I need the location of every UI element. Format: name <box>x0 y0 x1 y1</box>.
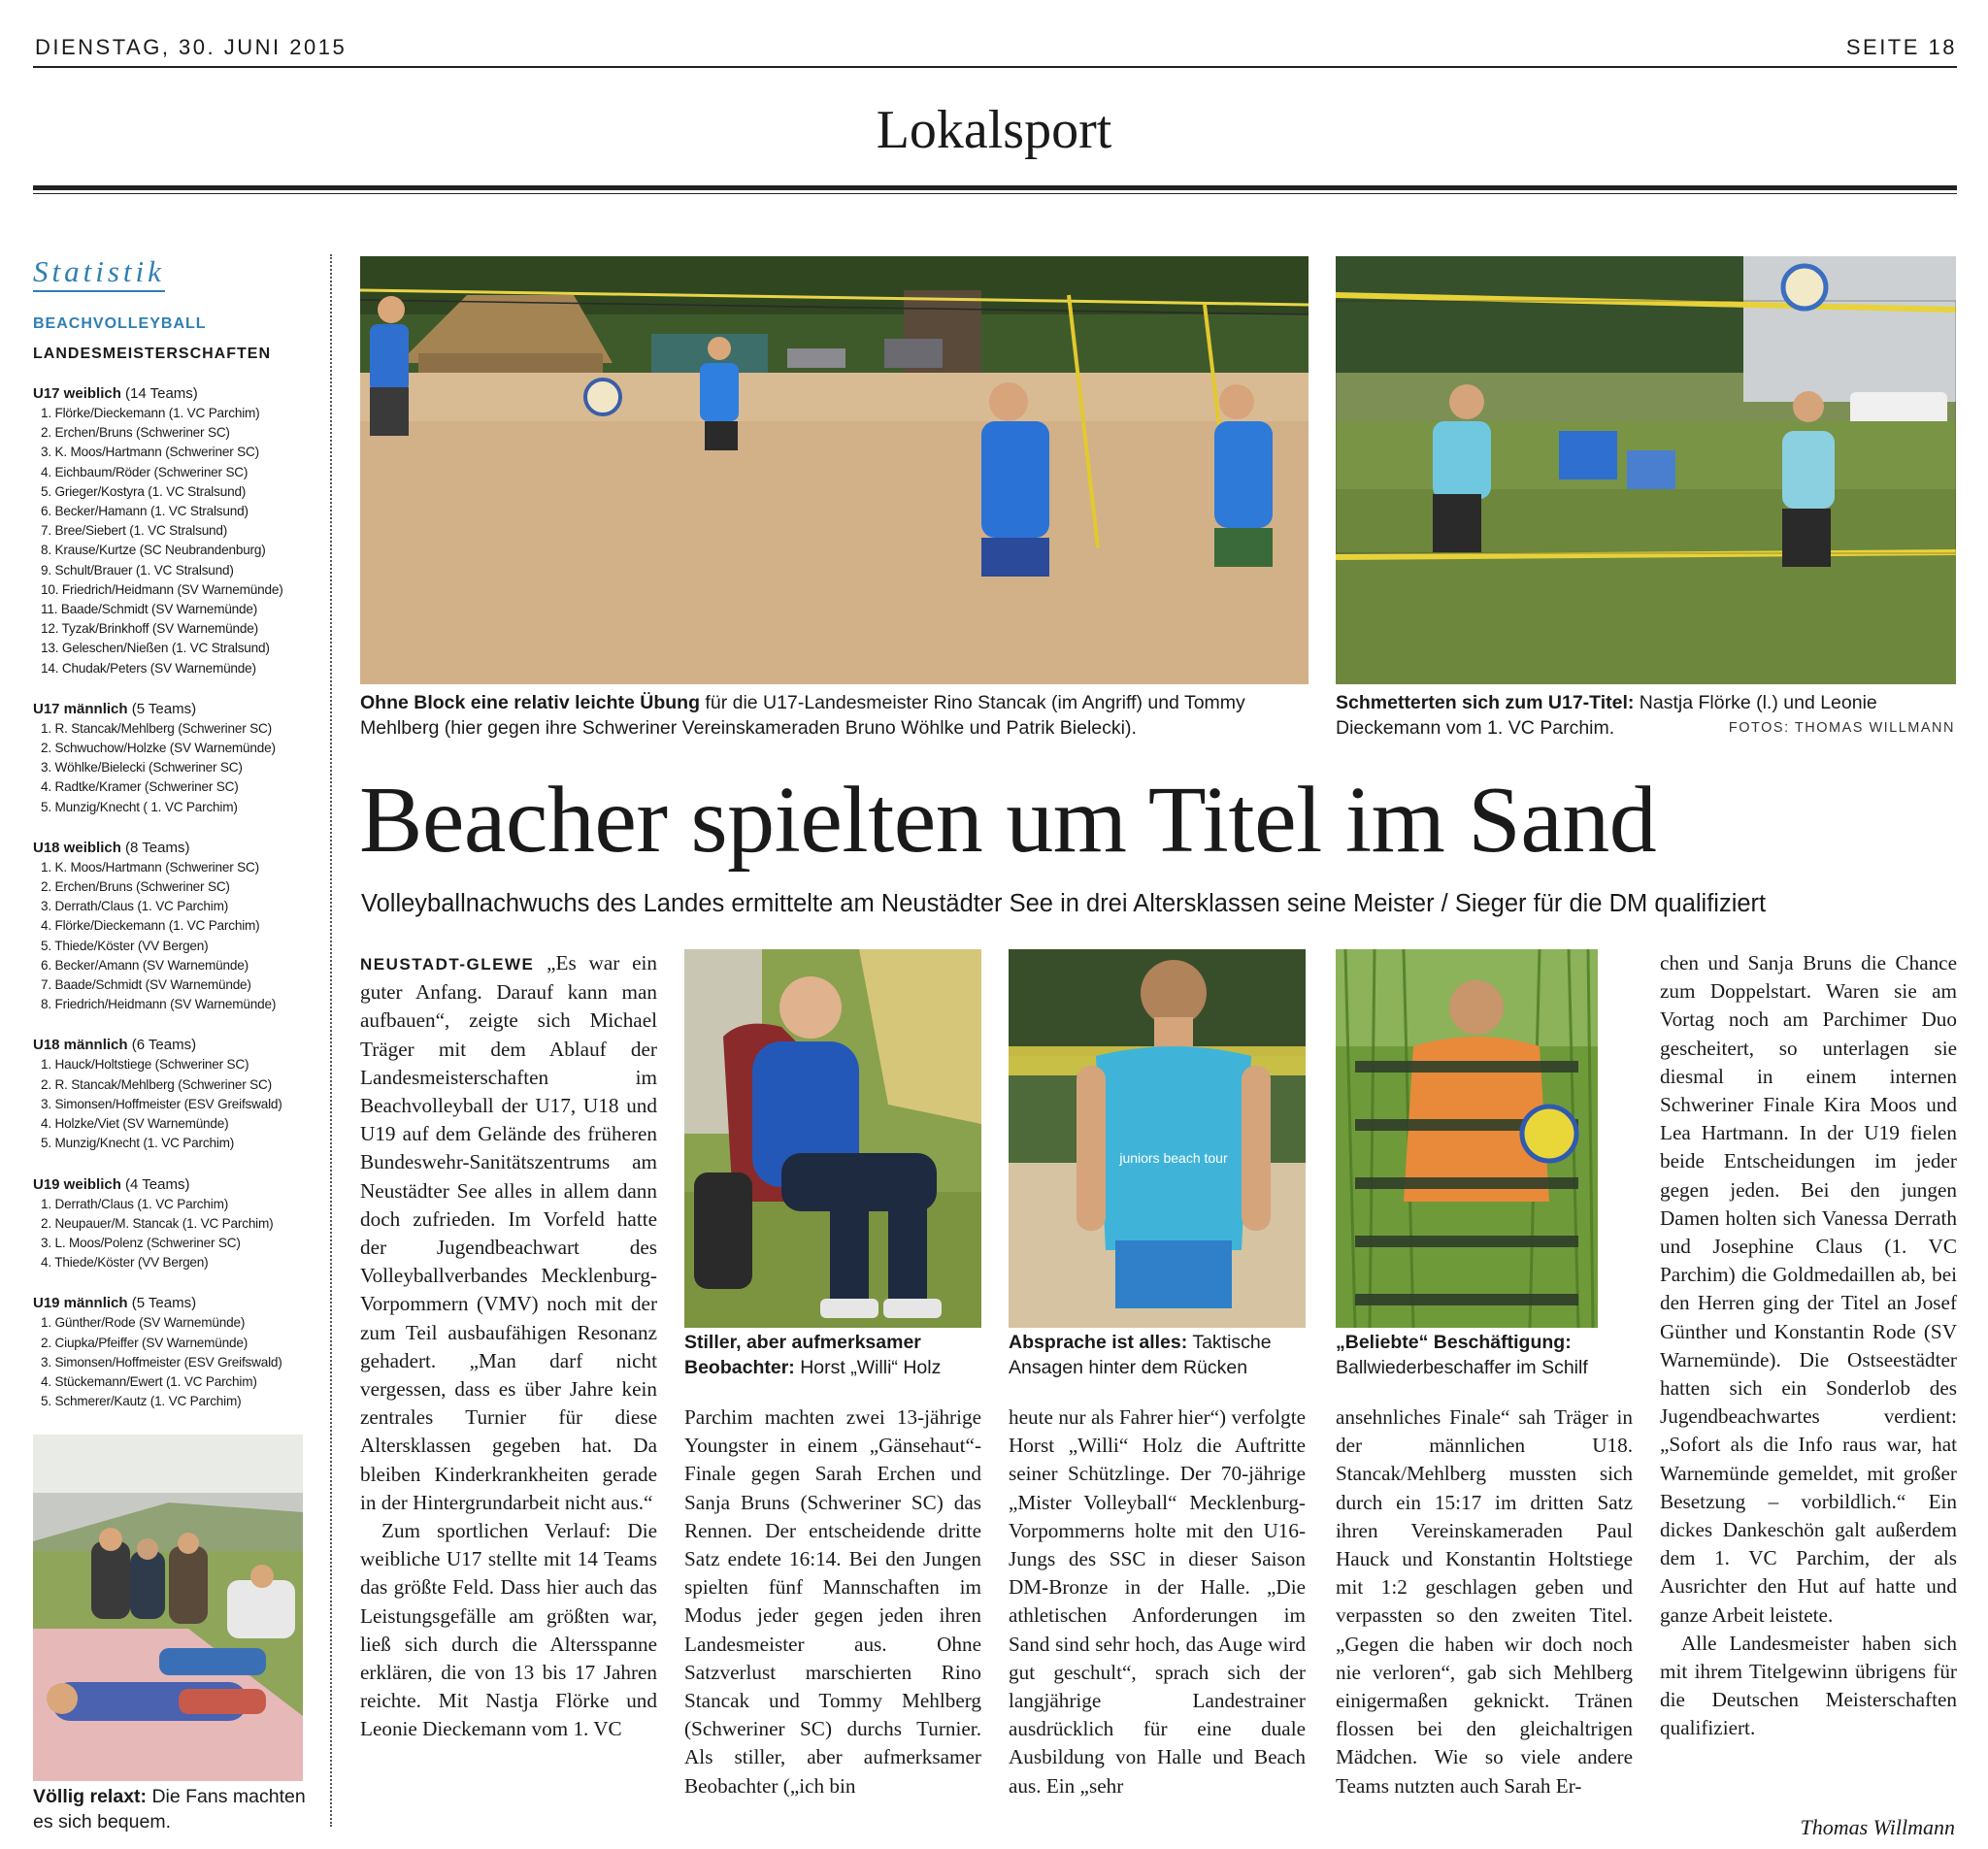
result-row: 4. Eichbaum/Röder (Schweriner SC) <box>41 464 248 479</box>
column-separator <box>330 254 332 1827</box>
result-row: 5. Munzig/Knecht (1. VC Parchim) <box>41 1136 235 1151</box>
result-row: 5. Grieger/Kostyra (1. VC Stralsund) <box>41 483 247 499</box>
result-row: 3. K. Moos/Hartmann (Schweriner SC) <box>41 445 259 460</box>
result-row: 1. Flörke/Dieckemann (1. VC Parchim) <box>41 406 260 420</box>
category-team-count: (5 Teams) <box>131 1295 197 1312</box>
result-row: 12. Tyzak/Brinkhoff (SV Warnemünde) <box>41 621 258 637</box>
category-block <box>33 1294 307 1411</box>
section-title: Lokalsport <box>876 100 1112 160</box>
category-team-count: (14 Teams) <box>125 385 198 402</box>
results-list <box>33 858 307 1015</box>
issue-date: DIENSTAG, 30. JUNI 2015 <box>35 35 348 59</box>
statistics-sidebar <box>33 254 307 1411</box>
result-row: 2. Ciupka/Pfeiffer (SV Warnemünde) <box>41 1335 248 1350</box>
result-row: 2. Neupauer/M. Stancak (1. VC Parchim) <box>41 1215 274 1231</box>
category-block <box>33 839 307 1015</box>
photo-ball-in-reeds <box>1336 949 1598 1328</box>
result-row: 1. Günther/Rode (SV Warnemünde) <box>41 1315 246 1331</box>
result-row: 1. R. Stancak/Mehlberg (Schweriner SC) <box>41 720 272 736</box>
caption-main: Ohne Block eine relativ leichte Übung für die U17-Landesmeister Rino Stancak (im Angriff) und Tommy Mehlberg (hier gegen ihre Schweriner Vereinskameraden Bruno Wöhlke und Patrik Bielecki). <box>360 692 1245 739</box>
event-label: LANDESMEISTERSCHAFTEN <box>33 346 272 362</box>
results-list <box>33 1055 307 1153</box>
body-text: Alle Landesmeister haben sich mit ihrem Titelgewinn übrigens für die Deutschen Meisterschaften qualifiziert. <box>1660 1631 1957 1740</box>
caption-coach: Stiller, aber aufmerksamer Beobachter: Horst „Willi“ Holz <box>684 1332 942 1378</box>
result-row: 14. Chudak/Peters (SV Warnemünde) <box>41 660 256 676</box>
result-row: 4. Stückemann/Ewert (1. VC Parchim) <box>41 1373 257 1389</box>
caption-reeds: „Beliebte“ Beschäftigung: Ballwiederbeschaffer im Schilf <box>1336 1332 1588 1378</box>
body-text: heute nur als Fahrer hier“) verfolgte Horst „Willi“ Holz die Auftritte seiner Schützlinge. Der 70-jährige „Mister Volleyball“ Mecklenburg-Vorpommerns holte mit den U16-Jungs des SSC in dieser Saison DM-Bronze in der Halle. „Die athletischen Anforderungen im Sand sind sehr hoch, das Auge wird gut geschult“, sprach sich der langjährige Landestrainer ausdrücklich für eine duale Ausbildung von Halle und Beach aus. Ein „sehr <box>1009 1405 1306 1798</box>
caption-right: Schmetterten sich zum U17-Titel: Nastja Flörke (l.) und Leonie Dieckemann vom 1. VC Parchim. <box>1336 692 1877 739</box>
result-row: 3. Simonsen/Hoffmeister (ESV Greifswald) <box>41 1096 282 1111</box>
result-row: 8. Krause/Kurtze (SC Neubrandenburg) <box>41 543 266 558</box>
category-name: U18 weiblich <box>33 839 121 856</box>
result-row: 2. Schwuchow/Holzke (SV Warnemünde) <box>41 741 276 756</box>
header-rule-thick <box>33 185 1957 190</box>
results-list <box>33 719 307 817</box>
photo-credit: FOTOS: THOMAS WILLMANN <box>1728 720 1955 736</box>
result-row: 3. Derrath/Claus (1. VC Parchim) <box>41 899 229 914</box>
category-block <box>33 1036 307 1153</box>
category-heading <box>33 1036 307 1055</box>
result-row: 5. Schmerer/Kautz (1. VC Parchim) <box>41 1394 242 1409</box>
result-row: 4. Holzke/Viet (SV Warnemünde) <box>41 1116 229 1132</box>
category-team-count: (5 Teams) <box>131 700 197 717</box>
shirt-print: juniors beach tour <box>1119 1150 1228 1166</box>
results-list <box>33 404 307 678</box>
body-text: Parchim machten zwei 13-jährige Youngster in einem „Gänsehaut“-Finale gegen Sarah Erchen und Sanja Bruns (Schweriner SC) das Rennen. Der entscheidende dritte Satz endete 16:14. Bei den Jungen spielten fünf Mannschaften im Modus jeder gegen jeden ihren Landesmeister aus. Ohne Satzverlust marschierten Rino Stancak und Tommy Mehlberg (Schweriner SC) durchs Turnier. Als stiller, aber aufmerksamer Beobachter („ich bin <box>684 1405 981 1798</box>
category-name: U17 männlich <box>33 700 128 717</box>
result-row: 1. Hauck/Holtstiege (Schweriner SC) <box>41 1057 249 1073</box>
results-list <box>33 1195 307 1273</box>
category-heading <box>33 1175 307 1195</box>
result-row: 3. Simonsen/Hoffmeister (ESV Greifswald) <box>41 1354 282 1370</box>
photo-coach-horst-holz <box>684 949 981 1328</box>
headline: Beacher spielten um Titel im Sand <box>359 768 1657 873</box>
body-text: ansehnliches Finale“ sah Träger in der männlichen U18. Stancak/Mehlberg mussten sich durch ein 15:17 im dritten Satz ihren Vereinskameraden Paul Hauck und Konstantin Holtstiege mit 1:2 geschlagen geben und verpassten so den zweiten Titel. „Gegen die haben wir doch noch nie verloren“, gab sich Mehlberg einigermaßen geknickt. Tränen flossen bei den gleichaltrigen Mädchen. Wie so viele andere Teams nutzten auch Sarah Er- <box>1336 1405 1633 1798</box>
category-block <box>33 700 307 817</box>
category-heading <box>33 384 307 404</box>
category-team-count: (4 Teams) <box>125 1175 190 1193</box>
result-row: 5. Munzig/Knecht ( 1. VC Parchim) <box>41 799 238 814</box>
category-name: U18 männlich <box>33 1037 128 1054</box>
result-row: 4. Flörke/Dieckemann (1. VC Parchim) <box>41 918 260 934</box>
category-name: U19 männlich <box>33 1295 128 1312</box>
photo-u17-women-match <box>1336 256 1956 684</box>
result-row: 6. Becker/Amann (SV Warnemünde) <box>41 957 248 973</box>
caption-signals: Absprache ist alles: Taktische Ansagen hinter dem Rücken <box>1009 1332 1272 1378</box>
category-name: U17 weiblich <box>33 385 121 402</box>
article-column-4 <box>1336 1403 1633 1800</box>
caption-fans: Völlig relaxt: Die Fans machten es sich bequem. <box>33 1786 306 1832</box>
result-row: 1. K. Moos/Hartmann (Schweriner SC) <box>41 859 259 875</box>
page-number: SEITE 18 <box>1845 35 1957 59</box>
result-row: 9. Schult/Brauer (1. VC Stralsund) <box>41 562 234 578</box>
photo-u17-men-match <box>360 256 1309 684</box>
result-row: 3. L. Moos/Polenz (Schweriner SC) <box>41 1235 241 1250</box>
result-row: 6. Becker/Hamann (1. VC Stralsund) <box>41 504 248 519</box>
category-heading <box>33 700 307 719</box>
body-text: „Es war ein guter Anfang. Darauf kann man aufbauen“, zeigte sich Michael Träger mit dem Ablauf der Landesmeisterschaften im Beachvolleyball der U17, U18 und U19 auf dem Gelände des früheren Bundeswehr-Sanitätszentrums am Neustädter See alles in allem dann doch zufrieden. Im Vorfeld hatte der Jugendbeachwart des Volleyballverbandes Mecklenburg-Vorpommern (VMV) noch mit der zum Teil ausbaufähigen Resonanz gehadert. „Man darf nicht vergessen, dass es über Jahre kein zentrales Turnier für diese Altersklassen gegeben hat. Da bleiben Kinderkrankheiten gerade in der Hintergrundarbeit nicht aus.“ <box>360 951 657 1514</box>
results-categories <box>33 384 307 1411</box>
article-column-1 <box>360 949 657 1744</box>
results-list <box>33 1313 307 1411</box>
category-heading <box>33 839 307 858</box>
statistics-title: Statistik <box>33 254 165 292</box>
result-row: 4. Thiede/Köster (VV Bergen) <box>41 1255 209 1271</box>
result-row: 7. Baade/Schmidt (SV Warnemünde) <box>41 977 251 993</box>
header-rule-thin <box>33 193 1957 194</box>
result-row: 13. Geleschen/Nießen (1. VC Stralsund) <box>41 641 270 656</box>
category-name: U19 weiblich <box>33 1175 121 1193</box>
result-row: 8. Friedrich/Heidmann (SV Warnemünde) <box>41 997 277 1012</box>
body-text: Zum sportlichen Verlauf: Die weibliche U17 stellte mit 14 Teams das größte Feld. Dass hier auch das Leistungsgefälle am größten war, ließ sich durch die Altersspanne erklären, die von 13 bis 17 Jahren reichte. Mit Nastja Flörke und Leonie Dieckemann vom 1. VC <box>360 1519 657 1741</box>
category-block <box>33 1175 307 1273</box>
category-block <box>33 384 307 678</box>
result-row: 5. Thiede/Köster (VV Bergen) <box>41 938 209 953</box>
category-team-count: (8 Teams) <box>125 839 190 856</box>
category-team-count: (6 Teams) <box>131 1037 197 1054</box>
photo-hand-signals <box>1009 949 1306 1328</box>
result-row: 1. Derrath/Claus (1. VC Parchim) <box>41 1196 229 1211</box>
result-row: 2. R. Stancak/Mehlberg (Schweriner SC) <box>41 1076 272 1092</box>
photo-fans-relaxing <box>33 1435 303 1781</box>
article-column-2 <box>684 1403 981 1800</box>
result-row: 10. Friedrich/Heidmann (SV Warnemünde) <box>41 581 283 597</box>
result-row: 2. Erchen/Bruns (Schweriner SC) <box>41 879 230 895</box>
result-row: 4. Radtke/Kramer (Schweriner SC) <box>41 779 239 795</box>
result-row: 2. Erchen/Bruns (Schweriner SC) <box>41 425 230 441</box>
body-text: chen und Sanja Bruns die Chance zum Doppelstart. Waren sie am Vortag noch am Parchimer Duo gescheitert, so unterlagen sie diesmal in einem internen Schweriner Finale Kira Moos und Lea Hartmann. In der U19 fielen beide Entscheidungen im jeder gegen jeden. Bei den jungen Damen holten sich Vanessa Derrath und Josephine Claus (1. VC Parchim) die Goldmedaillen ab, bei den Herren ging der Titel an Josef Günther und Konstantin Rode (SV Warnemünde). Die Ostseestädter hatten sich ein Sonderlob des Jugendbeachwartes verdient: „Sofort als die Info raus war, hat Warnemünde gemeldet, mit großer Besetzung – vorbildlich.“ Ein dickes Dankeschön galt außerdem dem 1. VC Parchim, der als Ausrichter den Hut auf hatte und ganze Arbeit leistete. <box>1660 951 1957 1627</box>
dateline: NEUSTADT-GLEWE <box>360 955 535 974</box>
result-row: 7. Bree/Siebert (1. VC Stralsund) <box>41 523 228 539</box>
author-byline: Thomas Willmann <box>1800 1815 1955 1839</box>
header-rule-top <box>33 66 1957 68</box>
article-column-3 <box>1009 1403 1306 1800</box>
category-heading <box>33 1294 307 1313</box>
subheadline: Volleyballnachwuchs des Landes ermittelte am Neustädter See in drei Altersklassen seine Meister / Sieger für die DM qualifiziert <box>361 890 1767 917</box>
article-column-5 <box>1660 949 1957 1743</box>
result-row: 11. Baade/Schmidt (SV Warnemünde) <box>41 602 258 617</box>
sport-label: BEACHVOLLEYBALL <box>33 315 207 332</box>
result-row: 3. Wöhlke/Bielecki (Schweriner SC) <box>41 760 243 776</box>
